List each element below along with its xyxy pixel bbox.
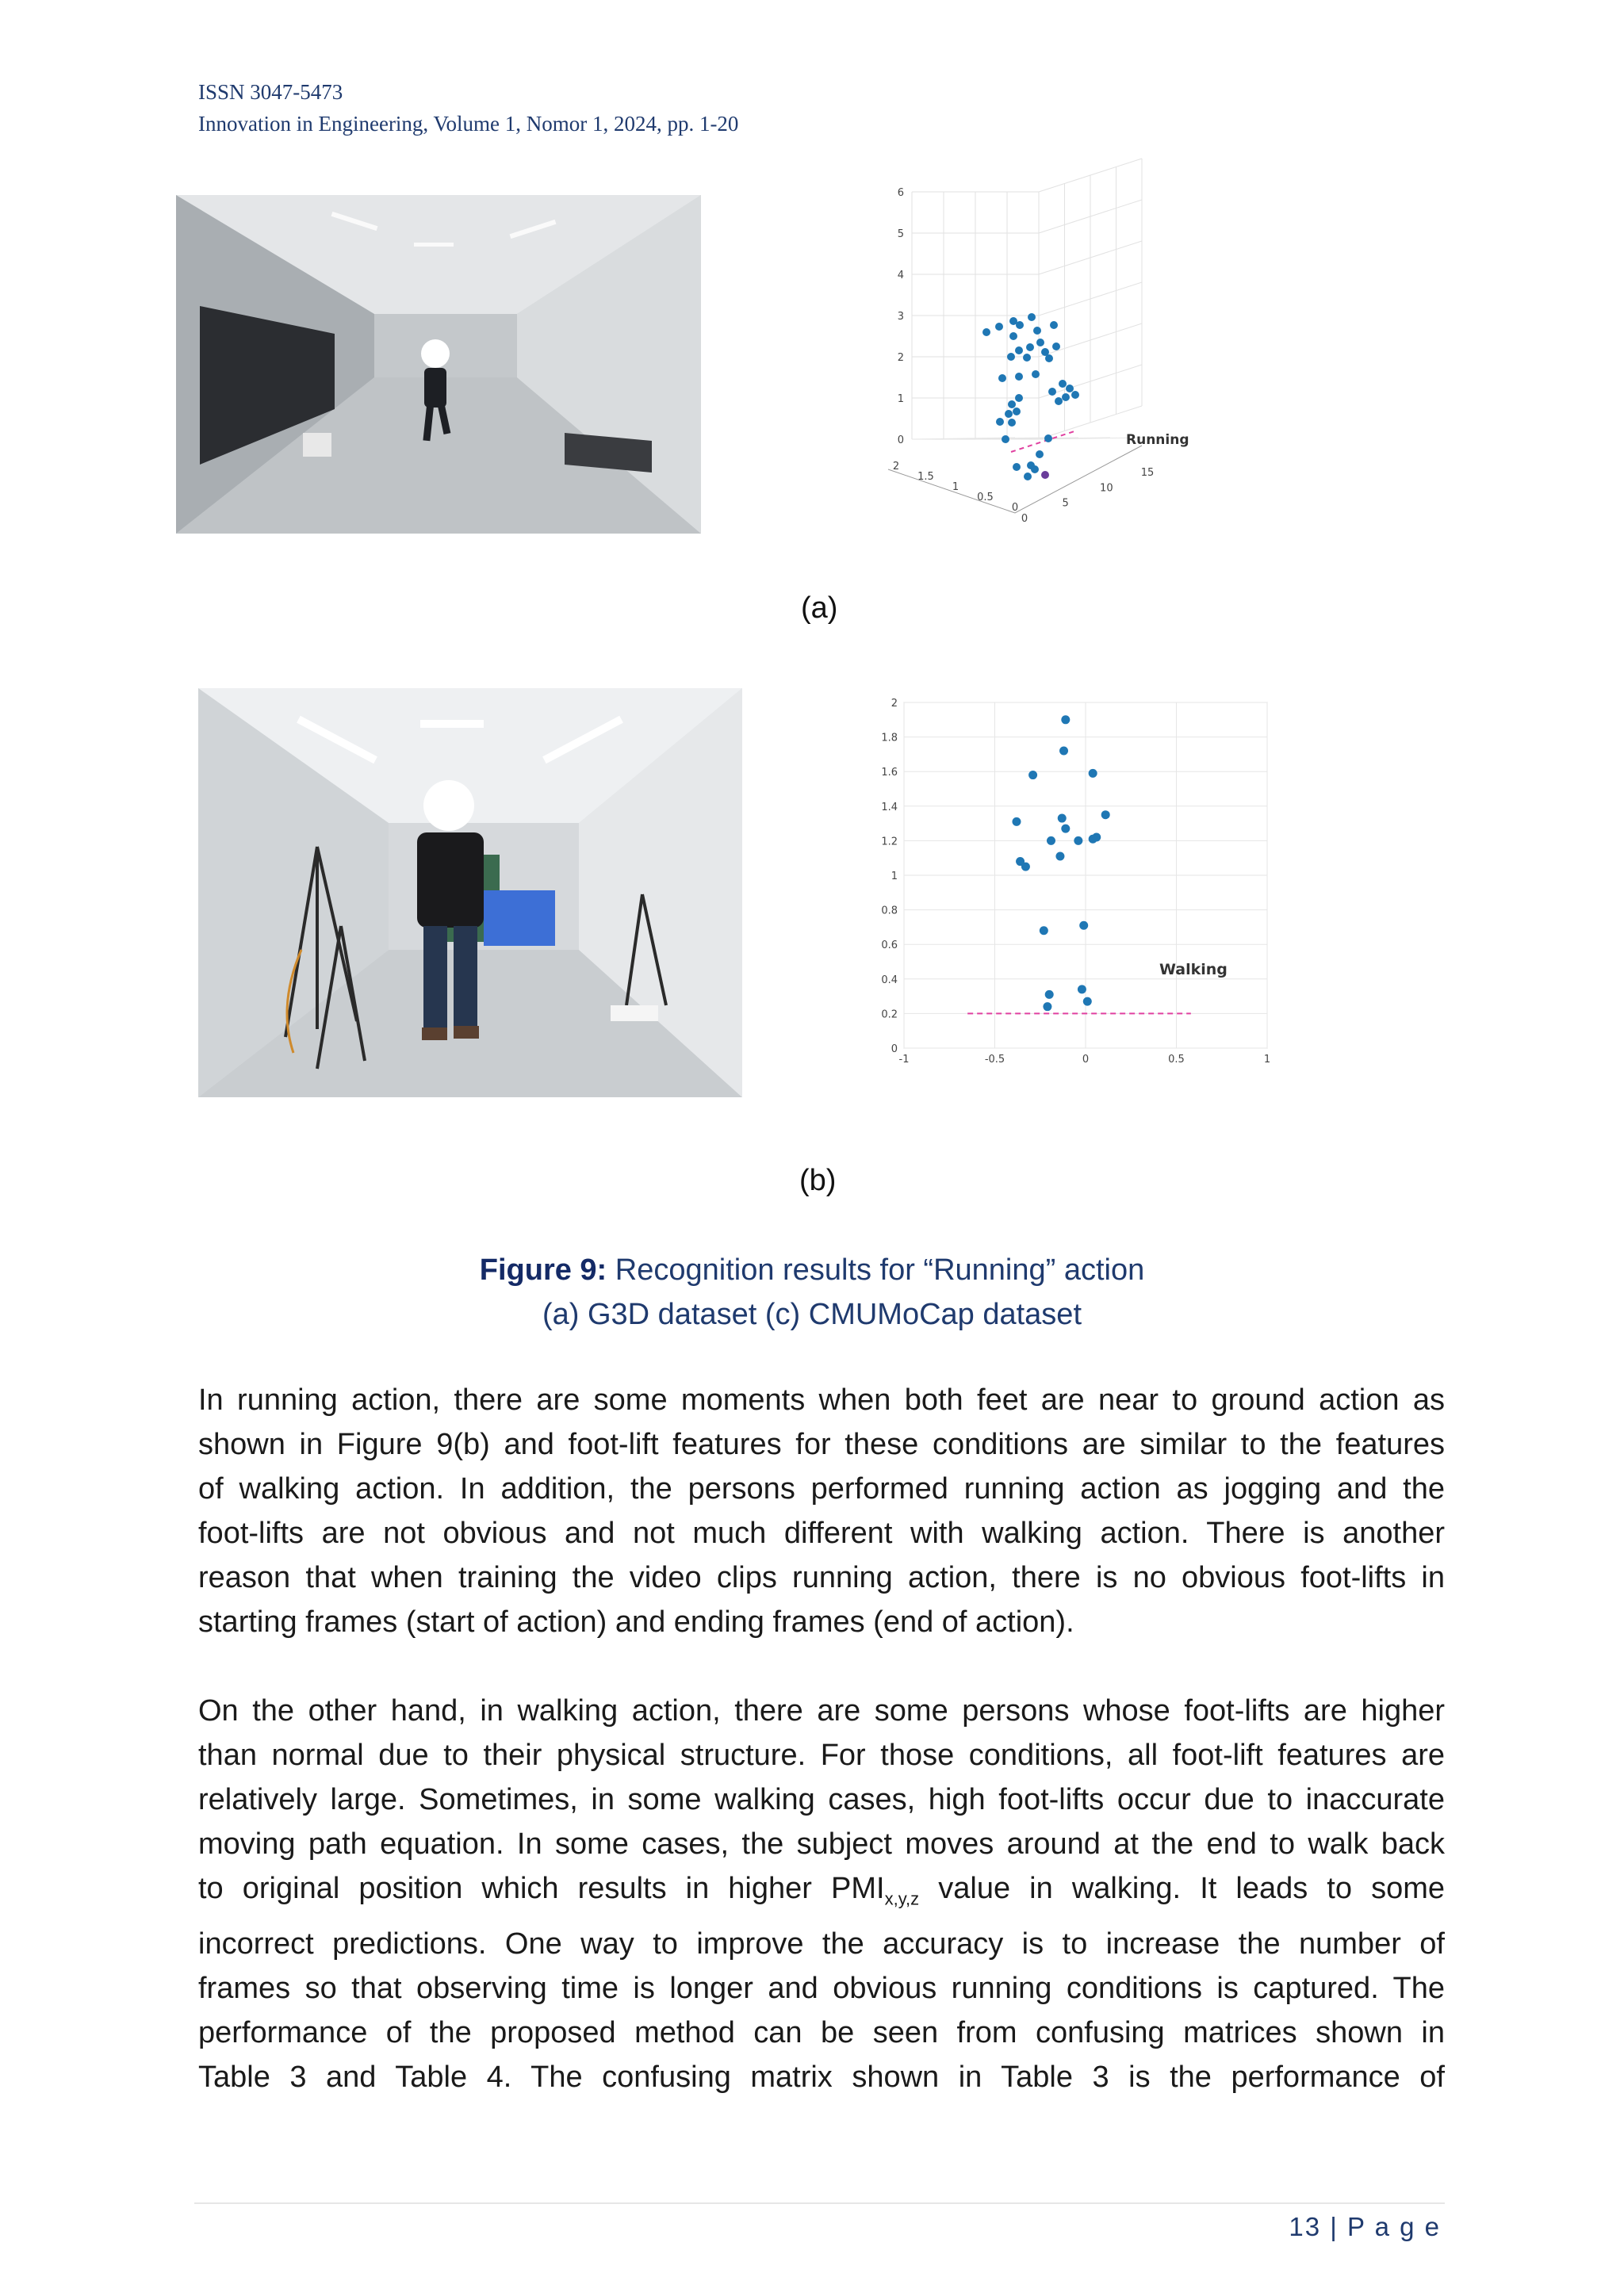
pmi-line <box>198 1866 1445 1922</box>
walking-x-ticks <box>899 1054 1271 1066</box>
running-data-point <box>1015 373 1023 381</box>
figure-caption-line1 <box>0 1248 1624 1292</box>
walking-data-point <box>1078 985 1086 993</box>
walking-data-point <box>1074 836 1082 845</box>
walking-data-point <box>1058 814 1067 823</box>
walking-y-tick-label: 0.6 <box>881 939 898 952</box>
walking-data-point <box>1047 836 1055 845</box>
walking-x-tick-label: 1 <box>1263 1054 1271 1066</box>
walking-y-tick-label: 2 <box>891 698 898 710</box>
running-data-point <box>1009 332 1017 340</box>
running-data-point <box>1052 342 1060 350</box>
walking-y-tick-label: 1.2 <box>881 836 898 848</box>
walking-y-tick-label: 0.4 <box>881 974 898 986</box>
walking-2d-scatter <box>872 695 1285 1083</box>
running-data-point <box>1008 419 1016 427</box>
running-data-point <box>1036 450 1044 458</box>
running-data-point <box>995 323 1003 331</box>
text-line: shown in Figure 9(b) and foot-lift features for these conditions are similar to the features <box>198 1428 1445 1461</box>
walking-y-tick-label: 0.2 <box>881 1008 898 1021</box>
text-line: foot-lifts are not obvious and not much different with walking action. There is another <box>198 1517 1445 1550</box>
running-data-point <box>1002 435 1009 443</box>
running-data-point <box>1050 321 1058 329</box>
running-data-point <box>1015 394 1023 402</box>
running-3d-scatter <box>880 187 1261 572</box>
running-x-tick-label: 15 <box>1140 467 1155 479</box>
text-line: moving path equation. In some cases, the subject moves around at the end to walk back <box>198 1827 1445 1861</box>
figure-title: Recognition results for “Running” action <box>615 1253 1145 1287</box>
running-data-point <box>1005 410 1013 418</box>
running-data-point <box>1055 397 1063 405</box>
running-data-point <box>1044 434 1052 442</box>
running-x-tick-label: 5 <box>1062 497 1069 510</box>
chart-running-3d <box>880 187 1261 572</box>
running-data-point <box>1048 388 1056 396</box>
running-highlight-point <box>1041 471 1049 479</box>
running-data-point <box>1036 339 1044 346</box>
walking-data-point <box>1061 715 1070 724</box>
pmi-before: to original position which results in higher PMI <box>198 1872 885 1905</box>
walking-data-point <box>1021 863 1030 871</box>
pmi-subscript: x,y,z <box>884 1888 920 1909</box>
running-x-tick-label: 0 <box>1021 513 1028 525</box>
walking-2d-grid <box>904 702 1267 1048</box>
text-line: In running action, there are some moments when both feet are near to ground action as <box>198 1383 1445 1417</box>
running-data-point <box>1032 370 1040 378</box>
running-data-point <box>982 328 990 336</box>
running-z-tick-label: 4 <box>897 270 904 281</box>
running-annotation: Running <box>1126 432 1189 448</box>
chart-walking-2d <box>872 695 1285 1083</box>
paragraph-walking <box>198 1689 1445 2099</box>
running-data-point <box>1059 380 1067 388</box>
running-data-point <box>1013 408 1021 415</box>
running-data-point <box>1062 393 1070 401</box>
walking-data-point <box>1028 771 1037 779</box>
walking-x-tick-label: 0 <box>1082 1054 1090 1066</box>
walking-data-point <box>1101 810 1110 819</box>
running-data-point <box>1045 354 1053 362</box>
pmi-after: value in walking. It leads to some <box>919 1872 1445 1905</box>
walking-annotation: Walking <box>1159 961 1228 978</box>
running-y-tick-label: 2 <box>892 461 900 473</box>
running-z-tick-label: 5 <box>897 228 904 240</box>
journal-line: Innovation in Engineering, Volume 1, Nomor 1, 2024, pp. 1-20 <box>198 112 739 136</box>
figure-caption-line2: (a) G3D dataset (c) CMUMoCap dataset <box>542 1298 1082 1331</box>
walking-y-ticks <box>881 698 898 1055</box>
panel-a-label: (a) <box>801 591 838 625</box>
issn-line: ISSN 3047-5473 <box>198 80 343 104</box>
running-data-point <box>1023 354 1031 362</box>
walking-data-point <box>1061 825 1070 833</box>
text-line: Table 3 and Table 4. The confusing matrix shown in Table 3 is the performance of <box>198 2060 1445 2094</box>
text-line: incorrect predictions. One way to improve the accuracy is to increase the number of <box>198 1927 1445 1961</box>
walking-data-point <box>1059 747 1068 756</box>
panel-b-label: (b) <box>799 1164 837 1197</box>
running-data-point <box>1007 353 1015 361</box>
text-line: relatively large. Sometimes, in some walking cases, high foot-lifts occur due to inaccurate <box>198 1783 1445 1816</box>
running-z-tick-label: 0 <box>897 434 904 446</box>
running-header <box>198 76 738 140</box>
walking-data-point <box>1043 1002 1051 1011</box>
running-data-point <box>996 418 1004 426</box>
running-data-point <box>998 374 1006 382</box>
text-line: performance of the proposed method can be seen from confusing matrices shown in <box>198 2015 1445 2049</box>
running-y-tick-label: 1 <box>952 481 959 493</box>
paragraph-running <box>198 1378 1445 1644</box>
walking-data-point <box>1089 835 1097 844</box>
walking-data-point <box>1012 817 1021 826</box>
walking-x-tick-label: -0.5 <box>984 1054 1005 1066</box>
text-line: than normal due to their physical structure. For those conditions, all foot-lift features are <box>198 1739 1445 1772</box>
walking-y-tick-label: 0 <box>891 1043 898 1055</box>
running-z-tick-label: 2 <box>897 352 904 364</box>
running-data-point <box>1013 463 1021 471</box>
running-z-tick-label: 1 <box>897 393 904 405</box>
running-data-point <box>1033 327 1041 335</box>
walking-data-point <box>1083 997 1092 1006</box>
walking-x-tick-label: -1 <box>898 1054 910 1066</box>
page-number: 13 | P a g e <box>1289 2212 1441 2241</box>
walking-data-point <box>1089 769 1097 778</box>
walking-x-tick-label: 0.5 <box>1168 1054 1185 1066</box>
running-x-tick-label: 10 <box>1100 482 1113 495</box>
running-photo-illustration <box>176 195 701 534</box>
walking-data-point <box>1045 990 1054 999</box>
running-threshold-dash <box>1011 430 1077 452</box>
running-z-tick-label: 3 <box>897 311 904 323</box>
running-data-point <box>1071 391 1079 399</box>
running-data-point <box>1026 343 1034 351</box>
walking-y-tick-label: 1.8 <box>881 732 898 744</box>
footer-divider <box>194 2202 1445 2204</box>
walking-photo-illustration <box>198 688 742 1097</box>
running-y-tick-label: 0 <box>1011 502 1019 514</box>
running-z-tick-label: 6 <box>897 187 904 199</box>
walking-y-tick-label: 0.8 <box>881 905 898 917</box>
walking-data-point <box>1055 852 1064 861</box>
running-data-point <box>1008 400 1016 408</box>
text-line: frames so that observing time is longer and obvious running conditions is captured. The <box>198 1971 1445 2005</box>
walking-y-tick-label: 1 <box>891 871 898 882</box>
running-y-tick-label: 0.5 <box>977 492 994 503</box>
walking-data-point <box>1040 926 1048 935</box>
walking-y-tick-label: 1.6 <box>881 767 898 779</box>
walking-data-point <box>1079 921 1088 930</box>
photo-walking-cmu <box>198 688 742 1097</box>
text-line: reason that when training the video clips running action, there is no obvious foot-lifts in <box>198 1561 1445 1594</box>
running-data-point <box>1028 313 1036 321</box>
text-line: On the other hand, in walking action, there are some persons whose foot-lifts are higher <box>198 1694 1445 1728</box>
running-data-point <box>1024 473 1032 480</box>
running-data-point <box>1015 346 1023 354</box>
running-data-point <box>1066 385 1074 392</box>
text-line: of walking action. In addition, the persons performed running action as jogging and the <box>198 1472 1445 1506</box>
text-line: starting frames (start of action) and ending frames (end of action). <box>198 1605 1074 1639</box>
running-data-point <box>1031 465 1039 473</box>
figure-label: Figure 9: <box>479 1253 607 1287</box>
figure-caption <box>0 1248 1624 1337</box>
running-y-tick-label: 1.5 <box>917 471 934 483</box>
walking-y-tick-label: 1.4 <box>881 801 898 813</box>
running-data-point <box>1016 321 1024 329</box>
photo-running-g3d <box>176 195 701 534</box>
